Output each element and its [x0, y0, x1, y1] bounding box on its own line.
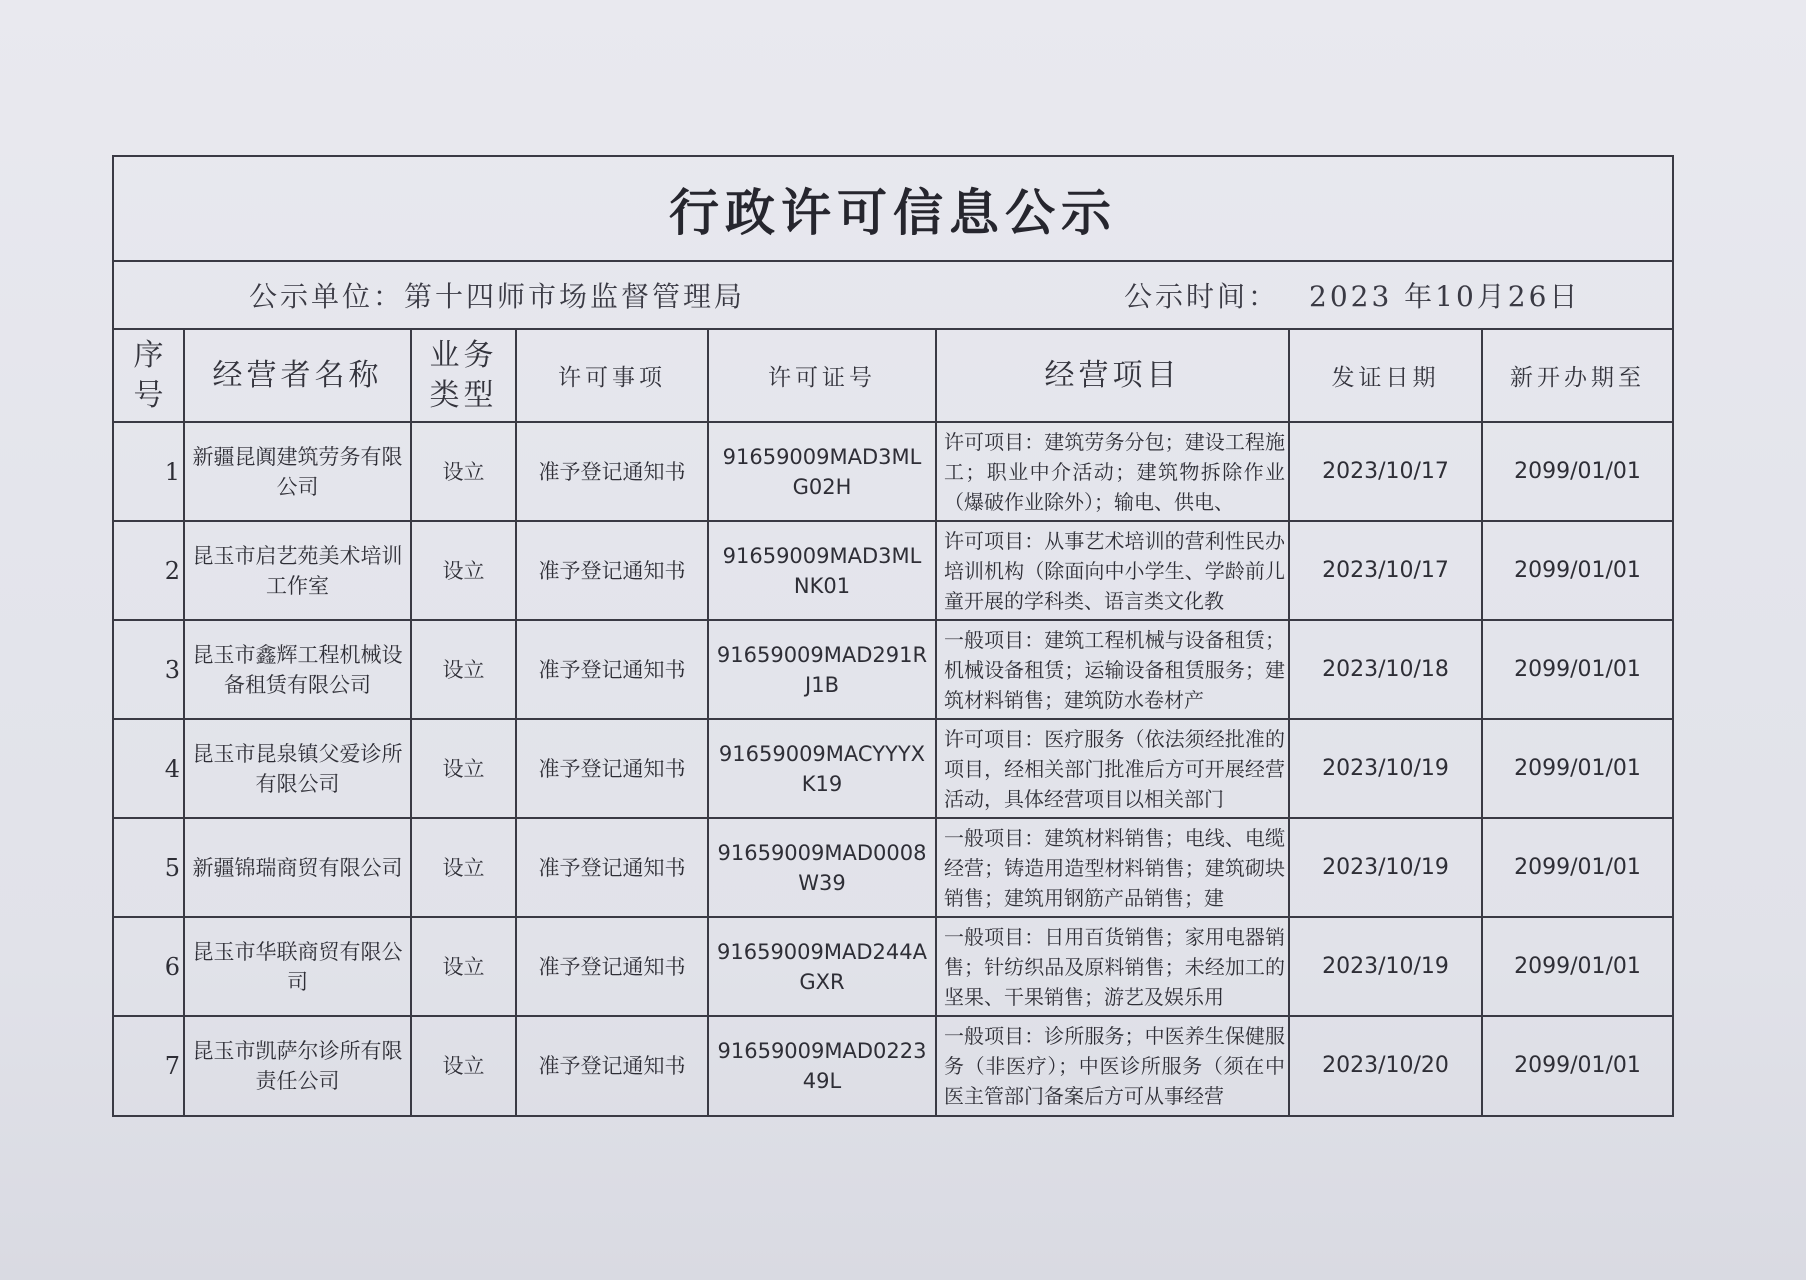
- header-scope: 经营项目: [936, 330, 1289, 422]
- row-issue-date: 2023/10/17: [1289, 422, 1482, 521]
- row-issue-date: 2023/10/19: [1289, 818, 1482, 917]
- header-biz-type: 业务类型: [411, 330, 516, 422]
- info-row: [114, 262, 1672, 330]
- row-license-no: 91659009MAD3MLG02H: [708, 422, 936, 521]
- row-biz-type: 设立: [411, 1016, 516, 1115]
- row-license-no: 91659009MAD022349L: [708, 1016, 936, 1115]
- row-biz-type: 设立: [411, 917, 516, 1016]
- row-company-name: 昆玉市鑫辉工程机械设备租赁有限公司: [184, 620, 411, 719]
- row-business-scope: [936, 719, 1289, 818]
- row-license-no: 91659009MAD244AGXR: [708, 917, 936, 1016]
- table-row: [114, 422, 1672, 521]
- row-biz-type: 设立: [411, 719, 516, 818]
- row-valid-until: 2099/01/01: [1482, 620, 1672, 719]
- row-company-name: 新疆昆阗建筑劳务有限公司: [184, 422, 411, 521]
- row-business-scope: [936, 620, 1289, 719]
- header-item: 许可事项: [516, 330, 708, 422]
- row-issue-date: 2023/10/18: [1289, 620, 1482, 719]
- row-issue-date: 2023/10/20: [1289, 1016, 1482, 1115]
- row-seq: 5: [114, 818, 184, 917]
- table-row: [114, 521, 1672, 620]
- header-name: 经营者名称: [184, 330, 411, 422]
- row-business-scope: [936, 818, 1289, 917]
- row-business-scope-text: 一般项目：建筑工程机械与设备租赁；机械设备租赁；运输设备租赁服务；建筑材料销售；建筑防水卷材产: [944, 627, 1285, 712]
- row-business-scope: [936, 1016, 1289, 1115]
- table-row: [114, 719, 1672, 818]
- row-valid-until: 2099/01/01: [1482, 1016, 1672, 1115]
- unit-label: 公示单位：: [249, 280, 405, 313]
- row-company-name: 新疆锦瑞商贸有限公司: [184, 818, 411, 917]
- row-seq: 4: [114, 719, 184, 818]
- row-permit-item: 准予登记通知书: [516, 917, 708, 1016]
- row-valid-until: 2099/01/01: [1482, 818, 1672, 917]
- row-issue-date: 2023/10/19: [1289, 719, 1482, 818]
- row-business-scope: [936, 422, 1289, 521]
- row-company-name: 昆玉市昆泉镇父爱诊所有限公司: [184, 719, 411, 818]
- row-permit-item: 准予登记通知书: [516, 1016, 708, 1115]
- row-company-name: 昆玉市凯萨尔诊所有限责任公司: [184, 1016, 411, 1115]
- row-issue-date: 2023/10/17: [1289, 521, 1482, 620]
- row-biz-type: 设立: [411, 620, 516, 719]
- notice-sheet: [112, 155, 1674, 1117]
- table-row: [114, 818, 1672, 917]
- row-biz-type: 设立: [411, 818, 516, 917]
- row-valid-until: 2099/01/01: [1482, 521, 1672, 620]
- row-seq: 2: [114, 521, 184, 620]
- row-permit-item: 准予登记通知书: [516, 422, 708, 521]
- row-permit-item: 准予登记通知书: [516, 719, 708, 818]
- row-license-no: 91659009MAD291RJ1B: [708, 620, 936, 719]
- row-permit-item: 准予登记通知书: [516, 620, 708, 719]
- header-valid-until: 新开办期至: [1482, 330, 1672, 422]
- row-seq: 1: [114, 422, 184, 521]
- row-business-scope-text: 一般项目：日用百货销售；家用电器销售；针纺织品及原料销售；未经加工的坚果、干果销售；游艺及娱乐用: [944, 924, 1285, 1009]
- row-valid-until: 2099/01/01: [1482, 917, 1672, 1016]
- time-label: 公示时间：: [1124, 280, 1280, 313]
- table-row: [114, 620, 1672, 719]
- row-business-scope: [936, 917, 1289, 1016]
- row-valid-until: 2099/01/01: [1482, 719, 1672, 818]
- row-license-no: 91659009MAD0008W39: [708, 818, 936, 917]
- row-biz-type: 设立: [411, 422, 516, 521]
- header-issue-date: 发证日期: [1289, 330, 1482, 422]
- row-business-scope-text: 许可项目：医疗服务（依法须经批准的项目，经相关部门批准后方可开展经营活动，具体经营项目以相关部门: [944, 726, 1285, 811]
- row-permit-item: 准予登记通知书: [516, 521, 708, 620]
- license-table: [114, 330, 1672, 1115]
- row-seq: 3: [114, 620, 184, 719]
- row-biz-type: 设立: [411, 521, 516, 620]
- table-header-row: [114, 330, 1672, 422]
- unit-value: 第十四师市场监督管理局: [404, 280, 746, 313]
- time-value: 2023 年10月26日: [1309, 280, 1581, 313]
- row-license-no: 91659009MAD3MLNK01: [708, 521, 936, 620]
- row-company-name: 昆玉市启艺苑美术培训工作室: [184, 521, 411, 620]
- row-business-scope-text: 许可项目：从事艺术培训的营利性民办培训机构（除面向中小学生、学龄前儿童开展的学科类、语言类文化教: [944, 528, 1285, 613]
- row-seq: 7: [114, 1016, 184, 1115]
- table-row: [114, 1016, 1672, 1115]
- row-issue-date: 2023/10/19: [1289, 917, 1482, 1016]
- row-business-scope-text: 一般项目：诊所服务；中医养生保健服务（非医疗）；中医诊所服务（须在中医主管部门备案后方可从事经营: [944, 1024, 1285, 1108]
- row-seq: 6: [114, 917, 184, 1016]
- row-business-scope-text: 许可项目：建筑劳务分包；建设工程施工；职业中介活动；建筑物拆除作业（爆破作业除外）；输电、供电、: [944, 429, 1285, 514]
- page-title: 行政许可信息公示: [669, 182, 1117, 242]
- title-row: [114, 157, 1672, 262]
- row-permit-item: 准予登记通知书: [516, 818, 708, 917]
- header-license-no: 许可证号: [708, 330, 936, 422]
- table-row: [114, 917, 1672, 1016]
- row-business-scope-text: 一般项目：建筑材料销售；电线、电缆经营；铸造用造型材料销售；建筑砌块销售；建筑用钢筋产品销售；建: [944, 825, 1285, 910]
- header-seq: 序号: [114, 330, 184, 422]
- row-business-scope: [936, 521, 1289, 620]
- row-company-name: 昆玉市华联商贸有限公司: [184, 917, 411, 1016]
- row-license-no: 91659009MACYYYXK19: [708, 719, 936, 818]
- row-valid-until: 2099/01/01: [1482, 422, 1672, 521]
